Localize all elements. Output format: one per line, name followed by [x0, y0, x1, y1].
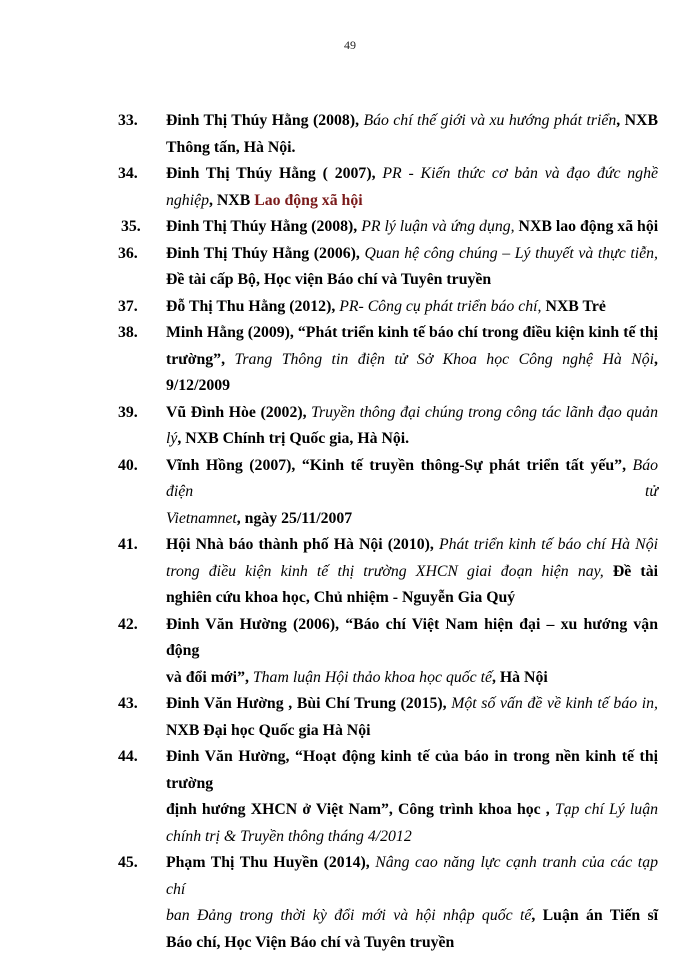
reference-number: 35.: [121, 218, 141, 235]
reference-number: 33.: [118, 112, 138, 129]
reference-segment: Minh Hằng (2009), “Phát triển kinh tế báo chí trong điều kiện kinh tế thị: [166, 324, 658, 341]
reference-line: [166, 506, 658, 533]
reference-item: [0, 161, 700, 214]
reference-line: [166, 930, 658, 957]
reference-segment: NXB Đại học Quốc gia Hà Nội: [166, 721, 371, 739]
reference-item: [0, 294, 700, 321]
reference-line: [166, 267, 658, 294]
reference-segment: , NXB: [209, 191, 255, 209]
reference-segment: ,: [654, 350, 658, 368]
reference-segment: Vũ Đình Hòe (2002),: [166, 403, 312, 421]
reference-item: [0, 850, 700, 956]
reference-segment: định hướng XHCN ở Việt Nam”, Công trình khoa học ,: [166, 801, 555, 818]
page-number: 49: [344, 38, 356, 52]
reference-segment: NXB Trẻ: [541, 297, 606, 315]
reference-text: [166, 850, 658, 956]
reference-segment: Đinh Văn Hường, “Hoạt động kinh tế của báo in trong nền kinh tế thị trường: [166, 748, 658, 792]
reference-number: 45.: [118, 854, 138, 871]
reference-line: [166, 665, 658, 692]
reference-segment: Phạm Thị Thu Huyền (2014),: [166, 854, 376, 871]
reference-title-segment: PR lý luận và ứng dụng,: [361, 218, 515, 235]
reference-text: [166, 320, 658, 400]
reference-title-segment: Quan hệ công chúng – Lý thuyết và thực tiễn,: [364, 244, 659, 262]
reference-title-segment: nghiệp: [166, 191, 209, 209]
reference-text: [166, 453, 658, 533]
reference-segment: Đinh Thị Thúy Hằng (2008),: [166, 112, 364, 129]
reference-text: [166, 214, 658, 241]
reference-line: [166, 824, 658, 851]
reference-text: [166, 744, 658, 850]
reference-line: [166, 241, 658, 268]
reference-item: [0, 108, 700, 161]
reference-segment: NXB lao động xã hội: [514, 218, 659, 235]
reference-number: 34.: [118, 165, 138, 182]
reference-line: [166, 426, 658, 453]
reference-list: [0, 108, 700, 956]
reference-line: [166, 161, 658, 188]
reference-segment: Đề tài: [603, 562, 658, 580]
reference-title-segment: Tham luận Hội thảo khoa học quốc tế: [252, 668, 492, 686]
reference-item: [0, 532, 700, 612]
reference-title-segment: ban Đảng trong thời kỳ đổi mới và hội nhập quốc tế: [166, 907, 532, 924]
reference-number: 44.: [118, 748, 138, 765]
reference-number: 39.: [118, 403, 138, 421]
reference-line: [166, 453, 658, 506]
reference-title-segment: Báo chí thế giới và xu hướng phát triển: [363, 112, 617, 129]
reference-number: 43.: [118, 695, 138, 712]
reference-segment: , NXB: [616, 112, 658, 129]
reference-text: [166, 294, 658, 321]
reference-segment: Thông tấn, Hà Nội.: [166, 138, 296, 156]
reference-text: [166, 108, 658, 161]
reference-segment: Đỗ Thị Thu Hằng (2012),: [166, 297, 340, 315]
reference-text: [166, 400, 658, 453]
reference-line: [166, 320, 658, 347]
reference-segment: , Hà Nội: [492, 668, 548, 686]
reference-segment: Lao động xã hội: [254, 191, 363, 209]
reference-segment: 9/12/2009: [166, 377, 231, 394]
reference-text: [166, 691, 658, 744]
reference-segment: Đinh Thị Thúy Hằng (2008),: [166, 218, 362, 235]
reference-title-segment: Một số vấn đề về kinh tế báo in,: [451, 695, 658, 712]
reference-text: [166, 161, 658, 214]
reference-title-segment: Tạp chí Lý luận: [554, 801, 658, 818]
reference-segment: Đề tài cấp Bộ, Học viện Báo chí và Tuyên truyền: [166, 271, 492, 288]
reference-line: [166, 214, 658, 241]
reference-text: [166, 241, 658, 294]
reference-text: [166, 612, 658, 692]
reference-item: [0, 214, 700, 241]
reference-line: [166, 559, 658, 586]
reference-segment: Báo chí, Học Viện Báo chí và Tuyên truyền: [166, 933, 455, 951]
reference-title-segment: Nâng cao năng lực cạnh tranh của các tạp chí: [166, 854, 658, 898]
reference-title-segment: trong điều kiện kinh tế thị trường XHCN giai đoạn hiện nay,: [166, 562, 604, 580]
reference-line: [166, 903, 658, 930]
reference-item: [0, 612, 700, 692]
reference-title-segment: Báo điện tử: [166, 456, 658, 500]
reference-line: [166, 718, 658, 745]
reference-line: [166, 373, 658, 400]
reference-item: [0, 453, 700, 533]
reference-line: [166, 585, 658, 612]
reference-segment: Đinh Văn Hường (2006), “Báo chí Việt Nam hiện đại – xu hướng vận động: [166, 615, 658, 659]
reference-segment: Hội Nhà báo thành phố Hà Nội (2010),: [166, 536, 439, 553]
reference-line: [166, 612, 658, 665]
reference-segment: Vĩnh Hồng (2007), “Kinh tế truyền thông-Sự phát triển tất yếu”,: [166, 456, 633, 474]
reference-line: [166, 400, 658, 427]
reference-text: [166, 532, 658, 612]
reference-item: [0, 744, 700, 850]
reference-line: [166, 691, 658, 718]
reference-number: 40.: [118, 456, 138, 474]
reference-number: 42.: [118, 615, 138, 633]
reference-title-segment: Phát triển kinh tế báo chí Hà Nội: [438, 536, 658, 553]
reference-segment: Đinh Văn Hường , Bùi Chí Trung (2015),: [166, 695, 452, 712]
reference-title-segment: PR - Kiến thức cơ bản và đạo đức nghề: [382, 165, 658, 182]
reference-segment: , ngày 25/11/2007: [236, 509, 353, 527]
reference-item: [0, 691, 700, 744]
reference-line: [166, 850, 658, 903]
reference-title-segment: chính trị & Truyền thông tháng 4/2012: [166, 827, 412, 845]
reference-line: [166, 188, 658, 215]
reference-title-segment: Trang Thông tin điện tử Sở Khoa học Công nghệ Hà Nội: [234, 350, 655, 368]
reference-line: [166, 347, 658, 374]
reference-segment: Đinh Thị Thúy Hằng (2006),: [166, 244, 365, 262]
reference-segment: Đinh Thị Thúy Hằng ( 2007),: [166, 165, 383, 182]
reference-item: [0, 400, 700, 453]
reference-number: 41.: [118, 536, 138, 553]
reference-segment: trường”,: [166, 350, 235, 368]
reference-line: [166, 135, 658, 162]
reference-title-segment: PR- Công cụ phát triển báo chí,: [339, 297, 542, 315]
reference-line: [166, 294, 658, 321]
reference-line: [166, 744, 658, 797]
reference-title-segment: lý: [166, 430, 178, 447]
reference-segment: nghiên cứu khoa học, Chủ nhiệm - Nguyễn Gia Quý: [166, 589, 516, 606]
reference-line: [166, 532, 658, 559]
reference-title-segment: Vietnamnet: [166, 509, 237, 527]
reference-item: [0, 320, 700, 400]
reference-item: [0, 241, 700, 294]
reference-number: 37.: [118, 297, 138, 315]
reference-segment: , Luận án Tiến sĩ: [531, 907, 659, 924]
reference-title-segment: Truyền thông đại chúng trong công tác lãnh đạo quản: [311, 403, 658, 421]
reference-line: [166, 108, 658, 135]
reference-segment: , NXB Chính trị Quốc gia, Hà Nội.: [177, 430, 410, 447]
reference-number: 36.: [118, 244, 138, 262]
reference-line: [166, 797, 658, 824]
reference-segment: và đổi mới”,: [166, 668, 253, 686]
reference-number: 38.: [118, 324, 138, 341]
